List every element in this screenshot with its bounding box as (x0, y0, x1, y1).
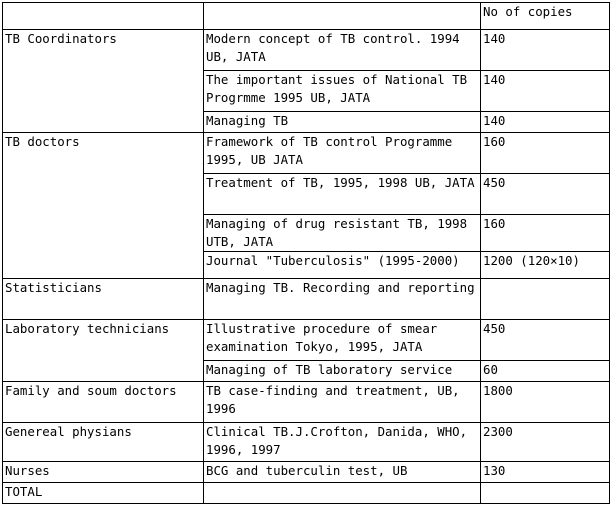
title-cell: Managing TB (204, 112, 481, 133)
table-row (3, 382, 610, 423)
copies-cell: 160 (481, 215, 610, 252)
copies-cell: 1200 (120×10) (481, 252, 610, 279)
tb-materials-table (2, 2, 610, 504)
copies-cell: 450 (481, 320, 610, 361)
copies-cell: 1800 (481, 382, 610, 423)
header-copies-cell: No of copies (481, 3, 610, 30)
copies-cell: 2300 (481, 423, 610, 462)
title-cell: The important issues of National TB Progrmme 1995 UB, JATA (204, 71, 481, 112)
group-cell-family-soum-doctors: Family and soum doctors (3, 382, 204, 423)
copies-cell: 60 (481, 361, 610, 382)
group-cell-tb-doctors: TB doctors (3, 133, 204, 279)
copies-cell: 140 (481, 71, 610, 112)
copies-cell (481, 279, 610, 320)
group-cell-general-physicians: Genereal physians (3, 423, 204, 462)
title-cell: Framework of TB control Programme 1995, UB JATA (204, 133, 481, 174)
table-row (3, 279, 610, 320)
title-cell: Journal "Tuberculosis" (1995-2000) (204, 252, 481, 279)
table-row (3, 462, 610, 483)
group-cell-laboratory-technicians: Laboratory technicians (3, 320, 204, 382)
total-label-cell: TOTAL (3, 483, 204, 504)
title-cell: Managing of TB laboratory service (204, 361, 481, 382)
group-cell-statisticians: Statisticians (3, 279, 204, 320)
header-group-cell (3, 3, 204, 30)
total-row (3, 483, 610, 504)
title-cell: Illustrative procedure of smear examination Tokyo, 1995, JATA (204, 320, 481, 361)
table-row (3, 423, 610, 462)
total-copies-cell (481, 483, 610, 504)
copies-cell: 140 (481, 30, 610, 71)
total-title-cell (204, 483, 481, 504)
title-cell: Clinical TB.J.Crofton, Danida, WHO, 1996, 1997 (204, 423, 481, 462)
table-row (3, 30, 610, 71)
title-cell: Treatment of TB, 1995, 1998 UB, JATA (204, 174, 481, 215)
title-cell: Managing of drug resistant TB, 1998 UTB, JATA (204, 215, 481, 252)
copies-cell: 140 (481, 112, 610, 133)
header-title-cell (204, 3, 481, 30)
group-cell-tb-coordinators: TB Coordinators (3, 30, 204, 133)
title-cell: BCG and tuberculin test, UB (204, 462, 481, 483)
copies-cell: 160 (481, 133, 610, 174)
title-cell: Modern concept of TB control. 1994 UB, JATA (204, 30, 481, 71)
table-row (3, 133, 610, 174)
table-row (3, 320, 610, 361)
title-cell: TB case-finding and treatment, UB, 1996 (204, 382, 481, 423)
copies-cell: 130 (481, 462, 610, 483)
title-cell: Managing TB. Recording and reporting (204, 279, 481, 320)
header-row (3, 3, 610, 30)
group-cell-nurses: Nurses (3, 462, 204, 483)
copies-cell: 450 (481, 174, 610, 215)
